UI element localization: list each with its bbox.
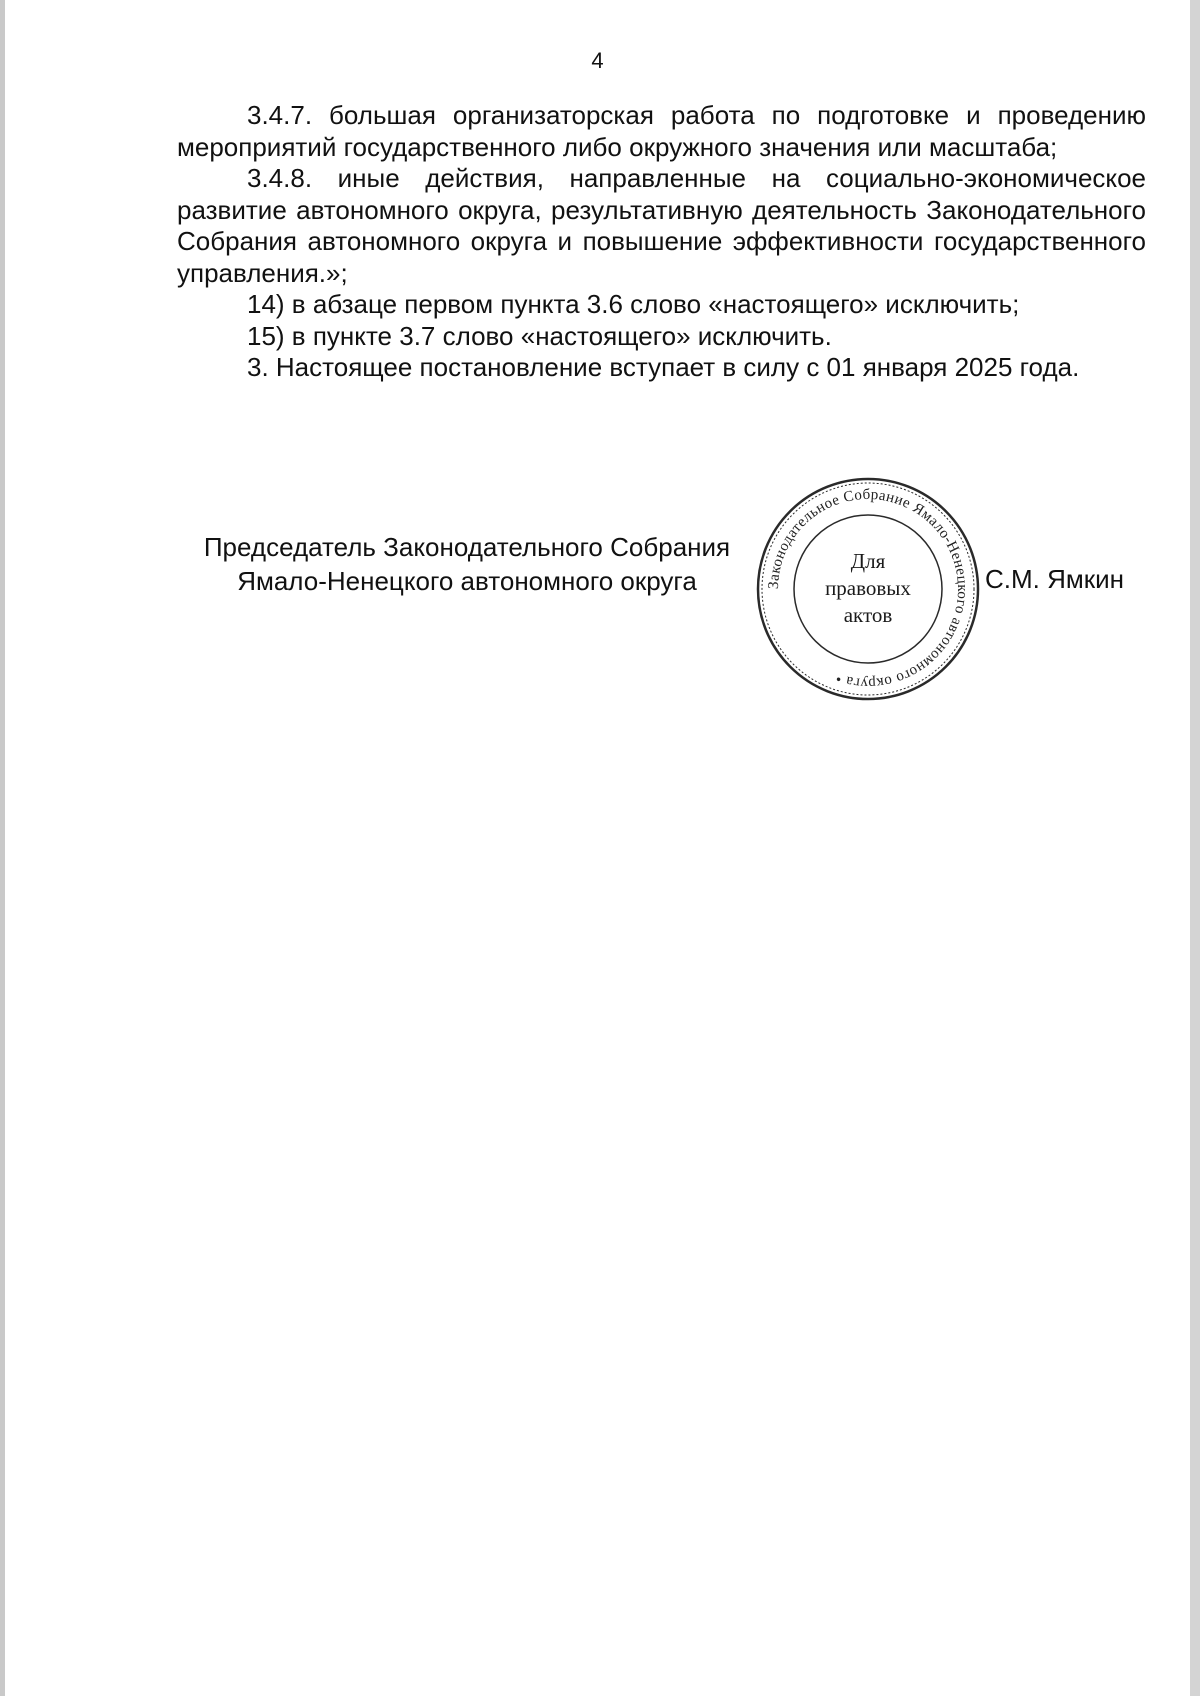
seal-graphic: [753, 474, 983, 704]
signatory-title-line2: Ямало-Ненецкого автономного округа: [237, 566, 697, 596]
seal-ring-text: Законодательное Собрание Ямало-Ненецкого автономного округа •: [765, 486, 971, 692]
seal-center-line2: правовых: [825, 576, 911, 600]
seal-center-line1: Для: [850, 549, 886, 573]
page-number: 4: [591, 48, 604, 73]
paragraph-item-15: 15) в пункте 3.7 слово «настоящего» исключить.: [247, 320, 832, 351]
document-body: [177, 100, 1146, 384]
signatory-title-line1: Председатель Законодательного Собрания: [203, 532, 731, 562]
official-seal-stamp: [753, 474, 983, 704]
signatory-name: С.М. Ямкин: [985, 564, 1125, 594]
paragraph-3-4-8: 3.4.8. иные действия, направленные на социально-экономическое развитие автономного округа, результативную деятельность Законодательного Собрания автономного округа и повышение эффективности государственного управления.»;: [177, 163, 1146, 288]
paragraph-effective-date: 3. Настоящее постановление вступает в силу с 01 января 2025 года.: [247, 352, 1080, 382]
paragraph-3-4-7: 3.4.7. большая организаторская работа по подготовке и проведению мероприятий государственного либо окружного значения или масштаба;: [177, 100, 1146, 162]
signatory-title: [177, 530, 757, 598]
paragraph-item-14: 14) в абзаце первом пункта 3.6 слово «настоящего» исключить;: [247, 289, 1020, 319]
seal-center-line3: актов: [843, 603, 893, 627]
